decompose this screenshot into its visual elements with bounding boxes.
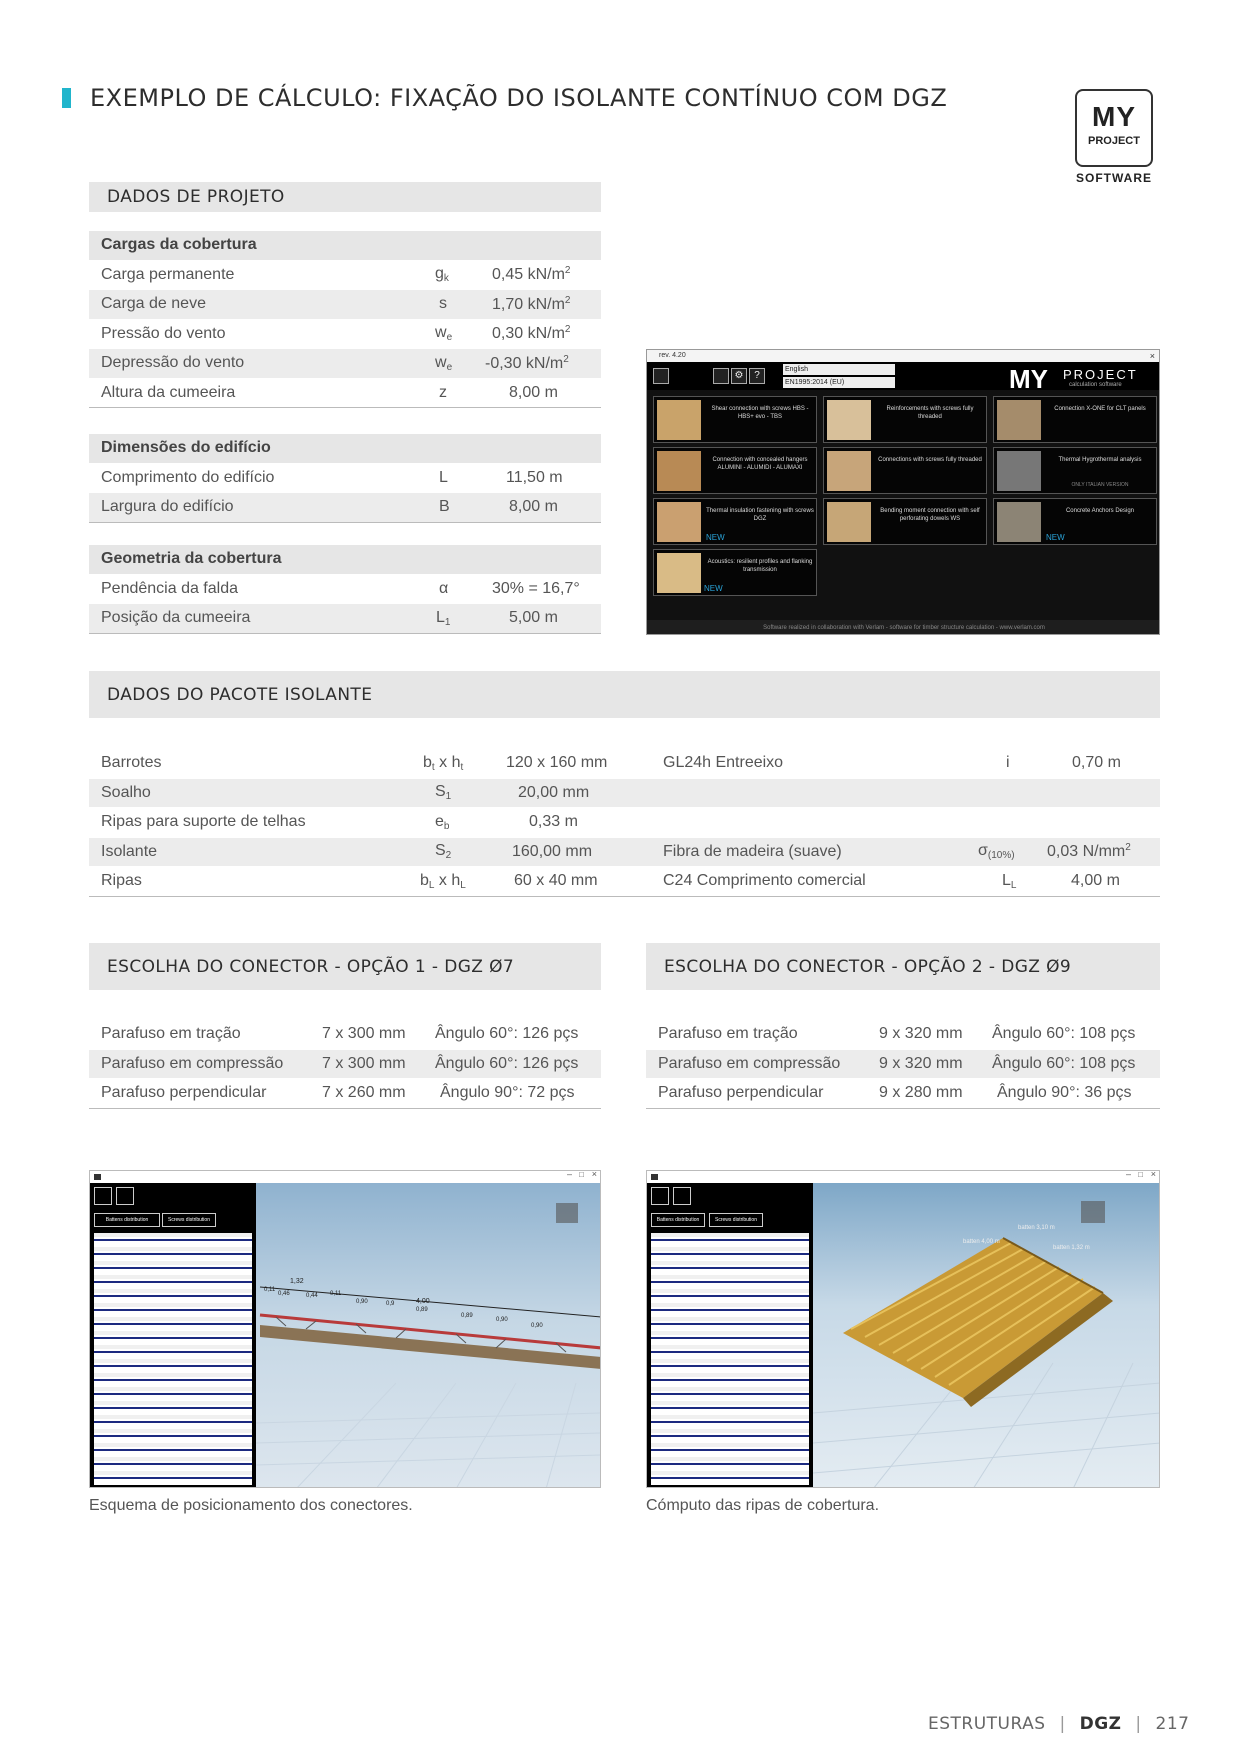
tab-battens[interactable]: Battens distribution	[94, 1213, 160, 1227]
book-icon[interactable]	[713, 368, 729, 384]
option2-table	[646, 1020, 1160, 1109]
software-tile[interactable]	[993, 498, 1157, 545]
row-label: Parafuso perpendicular	[101, 1084, 267, 1102]
row-size: 9 x 320 mm	[879, 1054, 963, 1072]
row-label: Barrotes	[101, 754, 162, 772]
new-badge: NEW	[1046, 533, 1065, 542]
only-italian-label: ONLY ITALIAN VERSION	[1071, 482, 1129, 488]
batten-section-drawing	[256, 1183, 601, 1488]
page-footer	[928, 1714, 1190, 1734]
row-label: Carga permanente	[101, 265, 235, 283]
row-label: Posição da cumeeira	[101, 609, 251, 627]
close-icon[interactable]: ×	[591, 1170, 597, 1179]
tile-label: Acoustics: resilient profiles and flanking transmission	[707, 559, 813, 573]
row-symbol: s	[439, 295, 447, 313]
row-value: 1,70 $kN/m^2$	[492, 294, 571, 313]
dim-label: 0,11	[330, 1291, 342, 1297]
version-label: rev. 4.20	[659, 352, 686, 359]
logo-project: PROJECT	[1088, 135, 1140, 147]
caption-left: Esquema de posicionamento dos conectores.	[89, 1497, 413, 1514]
option1-table	[89, 1020, 601, 1109]
row-symbol: $S_2$	[435, 842, 452, 862]
dim-label: 0,11	[264, 1287, 276, 1293]
row-value: 20,00 mm	[518, 783, 590, 801]
tile-image	[827, 400, 871, 440]
group-title-row	[89, 545, 601, 575]
row-symbol: $S_1$	[435, 783, 452, 803]
footer-section: ESTRUTURAS	[928, 1714, 1046, 1734]
table-row	[89, 1020, 601, 1050]
brand-project: PROJECT	[1063, 367, 1138, 382]
tile-image	[657, 553, 701, 593]
software-tile[interactable]	[653, 447, 817, 494]
row-symbol: $e_b$	[435, 812, 450, 832]
dim-label: 0,44	[306, 1293, 318, 1299]
dim-label: 1,32	[290, 1278, 304, 1285]
row-value: 8,00 m	[509, 498, 558, 516]
tile-image	[827, 502, 871, 542]
table-row	[89, 290, 601, 320]
roof-3d-drawing	[813, 1183, 1160, 1488]
myproject-logo	[1075, 89, 1153, 167]
group-title: Geometria da cobertura	[101, 550, 282, 568]
row-symbol: α	[439, 579, 449, 597]
row-label: Ripas para suporte de telhas	[101, 813, 306, 831]
close-icon[interactable]: ×	[1150, 1170, 1156, 1179]
table-row	[646, 1050, 1160, 1080]
row-angle: Ângulo 60°: 108 pçs	[992, 1025, 1136, 1043]
window-titlebar	[90, 1171, 601, 1183]
logo-my: MY	[1092, 101, 1136, 132]
row-label: Comprimento do edifício	[101, 468, 275, 486]
software-tile[interactable]	[993, 396, 1157, 443]
left-panel	[647, 1183, 813, 1488]
group-title: Dimensões do edifício	[101, 439, 271, 457]
software-tile[interactable]	[653, 498, 817, 545]
view-cube-icon[interactable]	[556, 1203, 578, 1223]
tile-label: Reinforcements with screws fully threaded	[886, 406, 974, 420]
tile-image	[997, 502, 1041, 542]
row-label: Isolante	[101, 842, 158, 860]
table-row	[89, 464, 601, 494]
row-value-2: 4,00 m	[1071, 872, 1120, 890]
row-label: Carga de neve	[101, 295, 206, 313]
gear-icon[interactable]: ⚙	[731, 368, 747, 384]
row-label: Parafuso perpendicular	[658, 1084, 824, 1102]
save-icon[interactable]	[116, 1187, 134, 1205]
row-label: Parafuso em tração	[101, 1025, 241, 1043]
tile-image	[827, 451, 871, 491]
footer-separator: |	[1059, 1714, 1066, 1734]
row-symbol: $L_1$	[436, 608, 451, 628]
tile-image	[997, 400, 1041, 440]
row-symbol-2: $L_L$	[1002, 871, 1017, 891]
tile-label: Thermal Hygrothermal analysis	[1058, 457, 1142, 463]
row-value: 11,50 m	[506, 468, 563, 486]
row-label: Depressão do vento	[101, 354, 245, 372]
page-title: EXEMPLO DE CÁLCULO: FIXAÇÃO DO ISOLANTE CONTÍNUO COM DGZ	[90, 84, 948, 112]
row-angle: Ângulo 60°: 108 pçs	[992, 1054, 1136, 1072]
tab-screws[interactable]: Screws distribution	[709, 1213, 763, 1227]
tile-label: Thermal insulation fastening with screws DGZ	[706, 508, 814, 522]
results-list[interactable]	[651, 1233, 809, 1485]
tile-label: Connection with concealed hangers ALUMINI - ALUMIDI - ALUMAXI	[712, 457, 808, 471]
group-title: Cargas da cobertura	[101, 236, 257, 254]
tile-label: Bending moment connection with self perforating dowels WS	[880, 508, 980, 522]
row-size: 9 x 280 mm	[879, 1084, 963, 1102]
maximize-icon[interactable]: □	[579, 1170, 584, 1179]
row-value: 5,00 m	[509, 609, 558, 627]
tile-label: Connection X-ONE for CLT panels	[1054, 406, 1146, 412]
row-symbol: z	[439, 383, 447, 401]
caption-right: Cómputo das ripas de cobertura.	[646, 1497, 880, 1514]
row-value: 0,45 $kN/m^2$	[492, 265, 571, 284]
row-symbol: B	[439, 498, 450, 516]
table-row	[89, 349, 601, 379]
row-label: Parafuso em tração	[658, 1025, 798, 1043]
dim-label: 0,89	[461, 1313, 473, 1319]
tile-image	[657, 451, 701, 491]
row-value: 160,00 mm	[512, 842, 593, 860]
footer-page: 217	[1155, 1714, 1190, 1734]
row-symbol: L	[439, 468, 448, 486]
row-angle: Ângulo 60°: 126 pçs	[435, 1054, 579, 1072]
row-symbol: $w_e$	[435, 324, 453, 344]
tab-screws[interactable]: Screws distribution	[162, 1213, 216, 1227]
tab-battens[interactable]: Battens distribution	[651, 1213, 705, 1227]
table-row	[89, 779, 1160, 809]
results-list[interactable]	[94, 1233, 252, 1485]
row-value-2: 0,70 m	[1072, 754, 1121, 772]
row-value: 60 x 40 mm	[514, 872, 598, 890]
row-label: Parafuso em compressão	[101, 1054, 284, 1072]
building-dimensions-table	[89, 434, 601, 523]
table-row	[89, 1079, 601, 1109]
connector-positioning-screenshot	[89, 1170, 601, 1488]
insulation-header: DADOS DO PACOTE ISOLANTE	[89, 671, 1160, 718]
logo-software-label: SOFTWARE	[1076, 171, 1152, 185]
software-tile[interactable]	[653, 549, 817, 596]
new-badge: NEW	[704, 584, 723, 593]
row-value: 30% = 16,7°	[492, 579, 580, 597]
row-label: Largura do edifício	[101, 498, 234, 516]
tile-label: Shear connection with screws HBS - HBS+ evo - TBS	[711, 406, 809, 420]
row-value-2: 0,03 $N/mm^2$	[1047, 842, 1131, 861]
batten-label: batten 1,32 m	[1053, 1245, 1090, 1251]
title-accent-bar	[62, 88, 71, 108]
dim-label: 0,90	[356, 1299, 368, 1305]
option1-header: ESCOLHA DO CONECTOR - OPÇÃO 1 - DGZ Ø7	[89, 943, 601, 990]
app-icon	[94, 1174, 101, 1180]
table-row	[89, 867, 1160, 897]
group-title-row	[89, 434, 601, 464]
minimize-icon[interactable]: –	[1125, 1170, 1131, 1179]
roof-geometry-table	[89, 545, 601, 634]
language-select[interactable]: English	[783, 364, 895, 375]
table-row	[89, 261, 601, 291]
row-symbol-2: $\sigma_{(10\%)}$	[978, 842, 1015, 862]
table-row	[89, 808, 1160, 838]
software-footer: Software realized in collaboration with Verlam - software for timber structure calculation - www.verlam.com	[647, 620, 1160, 635]
row-angle: Ângulo 90°: 72 pçs	[440, 1084, 575, 1102]
row-size: 9 x 320 mm	[879, 1025, 963, 1043]
tile-image	[657, 502, 701, 542]
row-label: Parafuso em compressão	[658, 1054, 841, 1072]
table-row	[89, 838, 1160, 868]
row-angle: Ângulo 60°: 126 pçs	[435, 1025, 579, 1043]
viewport-3d[interactable]	[813, 1183, 1160, 1488]
row-value: 8,00 m	[509, 383, 558, 401]
row-label: Pendência da falda	[101, 579, 238, 597]
help-icon[interactable]: ?	[749, 368, 765, 384]
row-label: Ripas	[101, 872, 142, 890]
table-row	[89, 575, 601, 605]
viewport-3d[interactable]	[256, 1183, 601, 1488]
tile-label: Connections with screws fully threaded	[878, 457, 982, 463]
standard-select[interactable]: EN1995:2014 (EU)	[783, 377, 895, 388]
app-icon	[651, 1174, 658, 1180]
project-data-header: DADOS DE PROJETO	[89, 182, 601, 212]
folder-icon[interactable]	[653, 368, 669, 384]
myproject-software-screenshot	[646, 349, 1160, 635]
row-size: 7 x 260 mm	[322, 1084, 406, 1102]
software-tile[interactable]	[653, 396, 817, 443]
home-icon[interactable]	[651, 1187, 669, 1205]
software-tile[interactable]	[823, 447, 987, 494]
view-cube-icon[interactable]	[1081, 1201, 1105, 1223]
row-symbol: $w_e$	[435, 353, 453, 373]
row-size: 7 x 300 mm	[322, 1025, 406, 1043]
tile-grid	[653, 396, 1155, 616]
minimize-icon[interactable]: –	[566, 1170, 572, 1179]
batten-label: batten 3,10 m	[1018, 1225, 1055, 1231]
table-row	[89, 1050, 601, 1080]
batten-label: batten 4,00 m	[963, 1239, 1000, 1245]
tile-image	[657, 400, 701, 440]
left-panel	[90, 1183, 256, 1488]
brand-subtitle: calculation software	[1069, 382, 1122, 388]
row-label-2: Fibra de madeira (suave)	[663, 842, 842, 860]
option2-header: ESCOLHA DO CONECTOR - OPÇÃO 2 - DGZ Ø9	[646, 943, 1160, 990]
insulation-table	[89, 749, 1160, 897]
row-value: -0,30 $kN/m^2$	[485, 353, 569, 372]
tile-label: Concrete Anchors Design	[1065, 508, 1135, 514]
table-row	[89, 493, 601, 523]
row-label-2: GL24h Entreeixo	[663, 754, 784, 772]
table-row	[646, 1079, 1160, 1109]
row-value: 120 x 160 mm	[506, 754, 608, 772]
window-titlebar	[647, 1171, 1160, 1183]
row-value: 0,33 m	[529, 813, 578, 831]
footer-product: DGZ	[1079, 1714, 1122, 1734]
footer-separator: |	[1135, 1714, 1142, 1734]
row-symbol: $b_t$ x $h_t$	[423, 753, 464, 773]
dim-label: 0,9	[386, 1301, 395, 1307]
table-row	[89, 320, 601, 350]
new-badge: NEW	[706, 533, 725, 542]
project-data-table	[89, 231, 601, 408]
software-tile[interactable]	[993, 447, 1157, 494]
home-icon[interactable]	[94, 1187, 112, 1205]
table-row	[89, 604, 601, 634]
software-tile[interactable]	[823, 498, 987, 545]
software-tile[interactable]	[823, 396, 987, 443]
dim-label: 4,00	[416, 1298, 430, 1305]
window-toolbar	[647, 362, 1160, 394]
row-label: Pressão do vento	[101, 324, 226, 342]
dim-label: 0,46	[278, 1291, 290, 1297]
row-symbol: $b_L$ x $h_L$	[420, 871, 466, 891]
row-symbol-2: i	[1006, 754, 1010, 772]
table-row	[89, 379, 601, 409]
save-icon[interactable]	[673, 1187, 691, 1205]
tile-image	[997, 451, 1041, 491]
row-size: 7 x 300 mm	[322, 1054, 406, 1072]
table-row	[89, 749, 1160, 779]
batten-computation-screenshot	[646, 1170, 1160, 1488]
row-angle: Ângulo 90°: 36 pçs	[997, 1084, 1132, 1102]
row-label: Altura da cumeeira	[101, 383, 236, 401]
brand-my: MY	[1009, 364, 1048, 394]
row-symbol: $g_k$	[435, 265, 449, 285]
close-icon[interactable]: ×	[1149, 351, 1155, 361]
row-label-2: C24 Comprimento comercial	[663, 872, 866, 890]
row-value: 0,30 $kN/m^2$	[492, 324, 571, 343]
dim-label: 0,89	[416, 1307, 428, 1313]
table-row	[646, 1020, 1160, 1050]
window-titlebar	[647, 350, 1160, 362]
maximize-icon[interactable]: □	[1138, 1170, 1143, 1179]
dim-label: 0,90	[496, 1317, 508, 1323]
group-title-row	[89, 231, 601, 261]
dim-label: 0,90	[531, 1323, 543, 1329]
row-label: Soalho	[101, 783, 151, 801]
